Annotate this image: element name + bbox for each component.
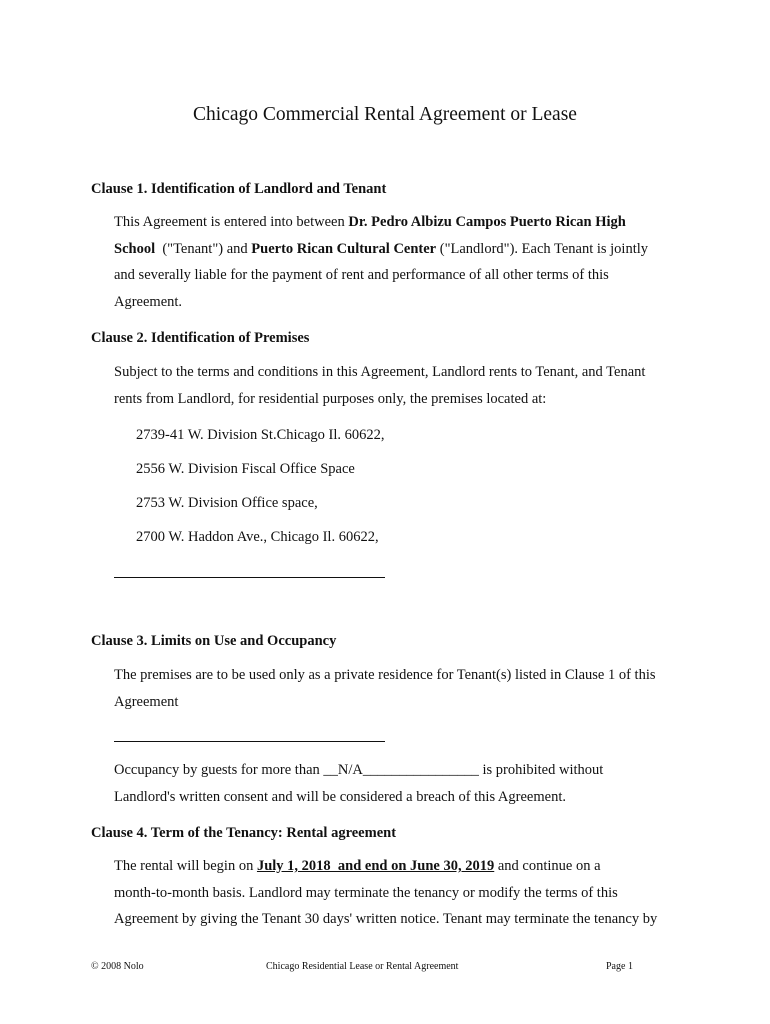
clause-1-line-4: Agreement. (114, 293, 183, 310)
tenant-name: Dr. Pedro Albizu Campos Puerto Rican High (348, 214, 626, 230)
clause-3-occupancy (114, 757, 694, 810)
clause-3-line-1: The premises are to be used only as a private residence for Tenant(s) listed in Clause 1 of this (114, 667, 656, 683)
clause-1-line-1 (114, 209, 694, 236)
clause-1-body (114, 209, 694, 315)
blank-line (114, 741, 385, 742)
tenant-name-cont: School (114, 240, 156, 257)
clause-3-line-2: Agreement (114, 693, 179, 710)
clause-3-heading: Clause 3. Limits on Use and Occupancy (91, 633, 337, 649)
clause-4-heading: Clause 4. Term of the Tenancy: Rental agreement (91, 825, 397, 841)
clause-4-line-2: month-to-month basis. Landlord may terminate the tenancy or modify the terms of this (114, 884, 618, 901)
clause-1-line-2 (114, 236, 694, 263)
premises-address: 2739-41 W. Division St.Chicago Il. 60622, (136, 427, 385, 443)
blank-line (114, 577, 385, 578)
footer-copyright: © 2008 Nolo (91, 961, 144, 972)
clause-1-text: ("Landlord"). Each Tenant is jointly (436, 240, 649, 257)
footer-page-number: Page 1 (606, 961, 633, 972)
landlord-name: Puerto Rican Cultural Center (251, 240, 437, 257)
clause-4-line-3: Agreement by giving the Tenant 30 days' written notice. Tenant may terminate the tenancy by (114, 911, 658, 928)
clause-3-line-3: Occupancy by guests for more than __N/A________________ is prohibited without (114, 762, 604, 778)
clause-2-heading: Clause 2. Identification of Premises (91, 330, 310, 346)
premises-address: 2556 W. Division Fiscal Office Space (136, 461, 355, 477)
clause-2-body (114, 359, 694, 412)
clause-4-text: The rental will begin on (114, 858, 257, 874)
clause-1-text: ("Tenant") and (155, 240, 252, 257)
clause-1-heading: Clause 1. Identification of Landlord and Tenant (91, 181, 387, 197)
document-title: Chicago Commercial Rental Agreement or Lease (193, 104, 577, 125)
clause-3-body (114, 662, 694, 715)
clause-3-line-4: Landlord's written consent and will be considered a breach of this Agreement. (114, 788, 566, 805)
clause-2-line-1: Subject to the terms and conditions in this Agreement, Landlord rents to Tenant, and Tenant (114, 364, 646, 380)
clause-2-line-2: rents from Landlord, for residential purposes only, the premises located at: (114, 390, 547, 407)
clause-1-line-3: and severally liable for the payment of rent and performance of all other terms of this (114, 267, 609, 284)
tenancy-dates: July 1, 2018 and end on June 30, 2019 (256, 858, 495, 874)
footer-document-name: Chicago Residential Lease or Rental Agreement (266, 961, 459, 972)
premises-address: 2700 W. Haddon Ave., Chicago Il. 60622, (136, 529, 379, 545)
clause-4-body (114, 853, 694, 933)
clause-4-text: and continue on a (494, 858, 601, 874)
clause-1-text: This Agreement is entered into between (114, 214, 349, 230)
premises-address: 2753 W. Division Office space, (136, 495, 318, 511)
clause-4-line-1 (114, 853, 694, 880)
